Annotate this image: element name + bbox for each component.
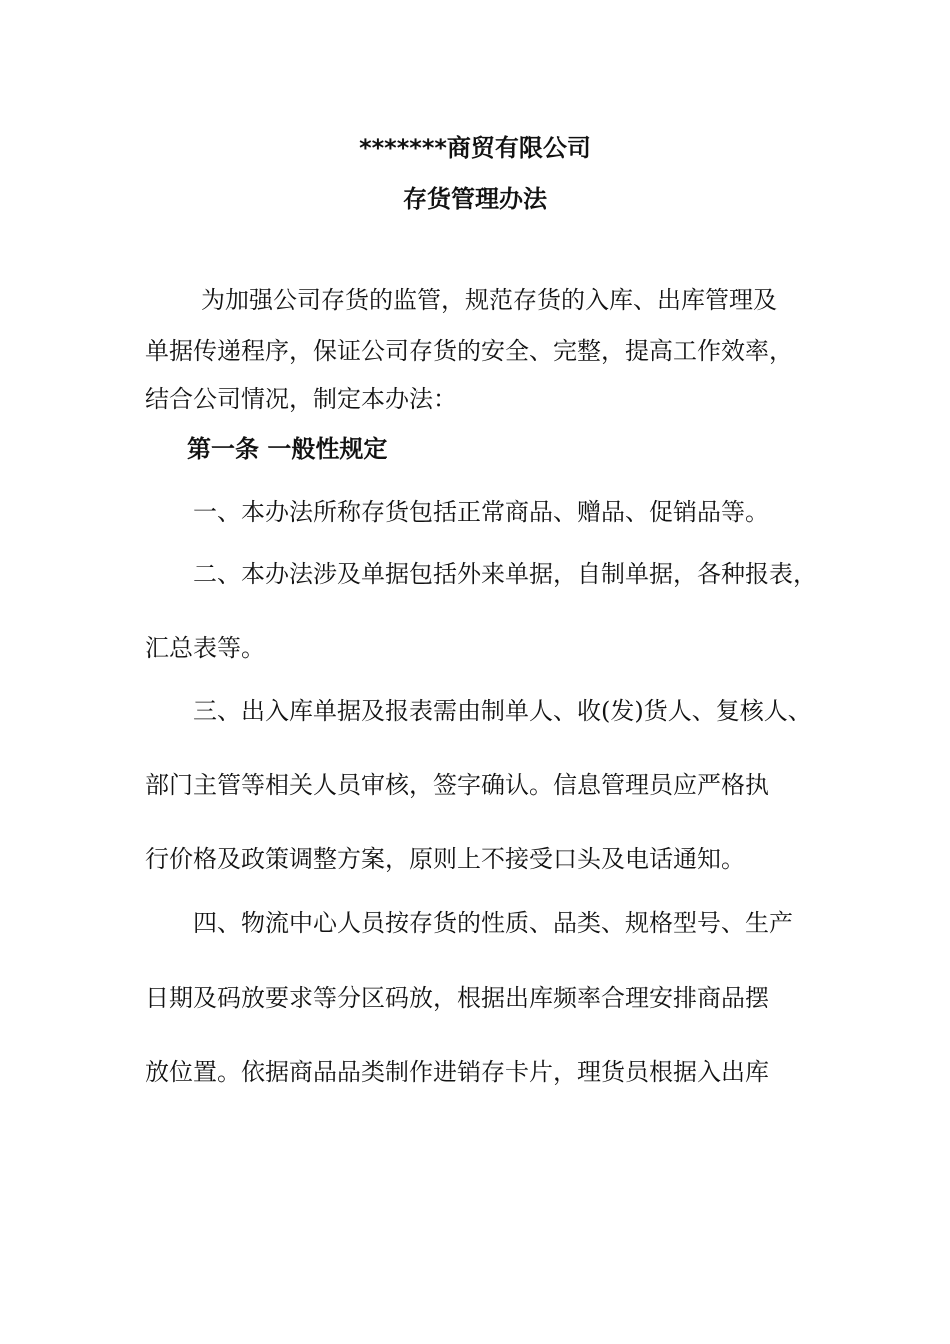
intro-line: 结合公司情况，制定本办法： (145, 385, 457, 413)
intro-line: 为加强公司存货的监管，规范存货的入库、出库管理及 (201, 286, 777, 314)
article-1-heading: 第一条 一般性规定 (187, 435, 388, 463)
intro-line: 单据传递程序，保证公司存货的安全、完整，提高工作效率， (145, 337, 793, 365)
paragraph-line: 汇总表等。 (145, 634, 265, 662)
paragraph-line: 放位置。依据商品品类制作进销存卡片，理货员根据入出库 (145, 1058, 769, 1086)
paragraph-line: 日期及码放要求等分区码放，根据出库频率合理安排商品摆 (145, 984, 769, 1012)
company-title: *******商贸有限公司 (359, 134, 591, 162)
paragraph-line: 一、本办法所称存货包括正常商品、赠品、促销品等。 (193, 498, 769, 526)
document-title: 存货管理办法 (403, 185, 547, 213)
paragraph-line: 部门主管等相关人员审核，签字确认。信息管理员应严格执 (145, 771, 769, 799)
paragraph-line: 三、出入库单据及报表需由制单人、收(发)货人、复核人、 (193, 697, 812, 725)
paragraph-line: 二、本办法涉及单据包括外来单据，自制单据，各种报表， (193, 560, 817, 588)
paragraph-line: 行价格及政策调整方案，原则上不接受口头及电话通知。 (145, 845, 745, 873)
paragraph-line: 四、物流中心人员按存货的性质、品类、规格型号、生产 (193, 909, 793, 937)
